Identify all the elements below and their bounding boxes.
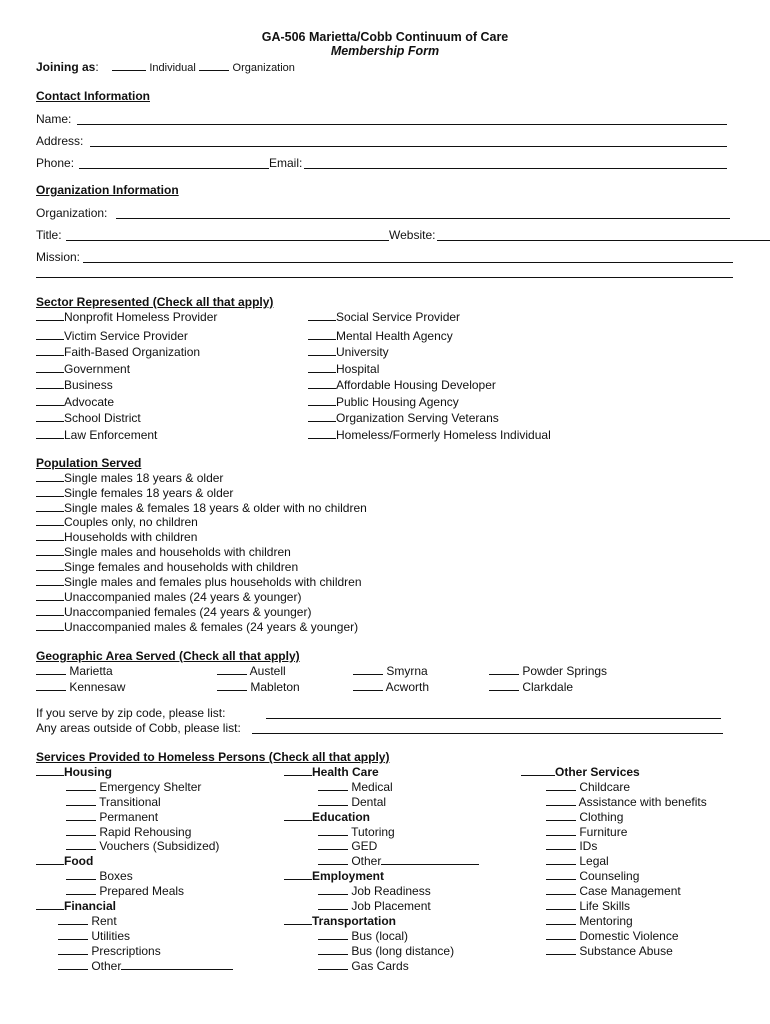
title-label: Title: — [36, 228, 62, 242]
geo-item[interactable]: Kennesaw — [36, 680, 125, 694]
service-item[interactable]: Gas Cards — [318, 959, 409, 973]
check-blank[interactable] — [308, 329, 336, 340]
check-blank[interactable] — [36, 310, 64, 321]
service-item[interactable]: Substance Abuse — [546, 944, 673, 958]
sector-item[interactable]: Organization Serving Veterans — [308, 411, 499, 425]
address-field[interactable] — [90, 146, 727, 147]
check-blank[interactable] — [58, 929, 88, 940]
joining-row — [36, 60, 295, 75]
check-blank[interactable] — [36, 345, 64, 356]
organization-blank[interactable] — [199, 60, 229, 71]
check-blank[interactable] — [36, 664, 66, 675]
check-blank[interactable] — [318, 854, 348, 865]
sector-item[interactable]: Victim Service Provider — [36, 329, 188, 343]
financial-category[interactable]: Financial — [36, 899, 116, 913]
check-blank[interactable] — [546, 944, 576, 955]
service-item[interactable]: Counseling — [546, 869, 639, 883]
check-blank[interactable] — [36, 560, 64, 571]
sector-item[interactable]: Affordable Housing Developer — [308, 378, 496, 392]
service-item[interactable]: Rent — [58, 914, 117, 928]
sector-item[interactable]: Government — [36, 362, 130, 376]
check-blank[interactable] — [58, 959, 88, 970]
check-blank[interactable] — [308, 395, 336, 406]
joining-colon: : — [95, 60, 99, 74]
check-blank[interactable] — [546, 839, 576, 850]
name-label: Name: — [36, 112, 72, 126]
service-item[interactable]: Other — [58, 959, 233, 973]
population-item[interactable]: Households with children — [36, 530, 197, 544]
check-blank[interactable] — [308, 378, 336, 389]
check-blank[interactable] — [36, 411, 64, 422]
service-item[interactable]: Bus (local) — [318, 929, 408, 943]
organization-field[interactable] — [116, 218, 730, 219]
check-blank[interactable] — [66, 825, 96, 836]
service-item[interactable]: GED — [318, 839, 377, 853]
geo-heading: Geographic Area Served (Check all that apply) — [36, 649, 300, 663]
joining-label: Joining as — [36, 60, 96, 74]
service-item[interactable]: Transitional — [66, 795, 161, 809]
food-category[interactable]: Food — [36, 854, 93, 868]
check-blank[interactable] — [66, 839, 96, 850]
service-item[interactable]: Life Skills — [546, 899, 630, 913]
check-blank[interactable] — [36, 515, 64, 526]
population-item[interactable]: Single females 18 years & older — [36, 486, 233, 500]
service-item[interactable]: Permanent — [66, 810, 158, 824]
phone-field[interactable] — [79, 168, 269, 169]
check-blank[interactable] — [36, 590, 64, 601]
check-blank[interactable] — [58, 944, 88, 955]
check-blank[interactable] — [36, 680, 66, 691]
service-item[interactable]: Utilities — [58, 929, 130, 943]
geo-item[interactable]: Clarkdale — [489, 680, 573, 694]
geo-item[interactable]: Powder Springs — [489, 664, 607, 678]
check-blank[interactable] — [36, 620, 64, 631]
population-item[interactable]: Unaccompanied females (24 years & younger) — [36, 605, 311, 619]
check-blank[interactable] — [217, 664, 247, 675]
education-other-field[interactable] — [381, 854, 479, 865]
check-blank[interactable] — [36, 575, 64, 586]
email-label: Email: — [269, 156, 303, 170]
outside-field[interactable] — [252, 733, 723, 734]
check-blank[interactable] — [284, 869, 312, 880]
education-category[interactable]: Education — [284, 810, 370, 824]
check-blank[interactable] — [36, 486, 64, 497]
check-blank[interactable] — [36, 854, 64, 865]
check-blank[interactable] — [308, 345, 336, 356]
service-item[interactable]: Childcare — [546, 780, 630, 794]
check-blank[interactable] — [546, 810, 576, 821]
service-item[interactable]: Other — [318, 854, 479, 868]
check-blank[interactable] — [489, 664, 519, 675]
check-blank[interactable] — [36, 362, 64, 373]
check-blank[interactable] — [66, 810, 96, 821]
check-blank[interactable] — [546, 795, 576, 806]
service-item[interactable]: Tutoring — [318, 825, 395, 839]
population-item[interactable]: Single males & females 18 years & older with no children — [36, 501, 367, 515]
sector-item[interactable]: Social Service Provider — [308, 310, 460, 324]
website-field[interactable] — [437, 240, 770, 241]
geo-item[interactable]: Smyrna — [353, 664, 428, 678]
check-blank[interactable] — [546, 884, 576, 895]
check-blank[interactable] — [308, 362, 336, 373]
sector-item[interactable]: Homeless/Formerly Homeless Individual — [308, 428, 551, 442]
check-blank[interactable] — [284, 765, 312, 776]
transportation-category[interactable]: Transportation — [284, 914, 396, 928]
geo-item[interactable]: Austell — [217, 664, 286, 678]
check-blank[interactable] — [546, 899, 576, 910]
outside-label: Any areas outside of Cobb, please list: — [36, 721, 241, 735]
check-blank[interactable] — [58, 914, 88, 925]
service-item[interactable]: Legal — [546, 854, 609, 868]
check-blank[interactable] — [318, 839, 348, 850]
phone-label: Phone: — [36, 156, 75, 170]
service-item[interactable]: Job Readiness — [318, 884, 431, 898]
check-blank[interactable] — [308, 411, 336, 422]
zip-label: If you serve by zip code, please list: — [36, 706, 226, 720]
check-blank[interactable] — [546, 780, 576, 791]
check-blank[interactable] — [318, 780, 348, 791]
housing-category[interactable]: Housing — [36, 765, 112, 779]
check-blank[interactable] — [318, 825, 348, 836]
financial-other-field[interactable] — [121, 959, 233, 970]
population-heading: Population Served — [36, 456, 142, 470]
check-blank[interactable] — [36, 395, 64, 406]
check-blank[interactable] — [36, 765, 64, 776]
services-heading: Services Provided to Homeless Persons (Check all that apply) — [36, 750, 390, 764]
population-item[interactable]: Unaccompanied males (24 years & younger) — [36, 590, 301, 604]
check-blank[interactable] — [66, 795, 96, 806]
check-blank[interactable] — [284, 914, 312, 925]
service-item[interactable]: Domestic Violence — [546, 929, 679, 943]
check-blank[interactable] — [36, 329, 64, 340]
other-services-category[interactable]: Other Services — [521, 765, 640, 779]
individual-blank[interactable] — [112, 60, 146, 71]
check-blank[interactable] — [36, 899, 64, 910]
service-item[interactable]: Prepared Meals — [66, 884, 184, 898]
check-blank[interactable] — [308, 428, 336, 439]
service-item[interactable]: Dental — [318, 795, 386, 809]
check-blank[interactable] — [318, 959, 348, 970]
population-item[interactable]: Singe females and households with children — [36, 560, 298, 574]
service-item[interactable]: Assistance with benefits — [546, 795, 707, 809]
sector-item[interactable]: Law Enforcement — [36, 428, 157, 442]
check-blank[interactable] — [36, 545, 64, 556]
check-blank[interactable] — [66, 780, 96, 791]
sector-item[interactable]: Mental Health Agency — [308, 329, 453, 343]
organization-label: Organization: — [36, 206, 108, 220]
service-item[interactable]: Furniture — [546, 825, 627, 839]
service-item[interactable]: Vouchers (Subsidized) — [66, 839, 219, 853]
check-blank[interactable] — [546, 854, 576, 865]
service-item[interactable]: Rapid Rehousing — [66, 825, 191, 839]
service-item[interactable]: Case Management — [546, 884, 681, 898]
title-field[interactable] — [66, 240, 389, 241]
name-field[interactable] — [77, 124, 727, 125]
check-blank[interactable] — [521, 765, 555, 776]
check-blank[interactable] — [36, 501, 64, 512]
check-blank[interactable] — [489, 680, 519, 691]
check-blank[interactable] — [66, 869, 96, 880]
health-category[interactable]: Health Care — [284, 765, 379, 779]
population-item[interactable]: Couples only, no children — [36, 515, 198, 529]
sector-item[interactable]: Public Housing Agency — [308, 395, 459, 409]
service-item[interactable]: Job Placement — [318, 899, 431, 913]
sector-item[interactable]: Business — [36, 378, 113, 392]
check-blank[interactable] — [546, 825, 576, 836]
contact-heading: Contact Information — [36, 89, 150, 103]
population-item[interactable]: Single males 18 years & older — [36, 471, 223, 485]
check-blank[interactable] — [36, 378, 64, 389]
check-blank[interactable] — [318, 795, 348, 806]
service-item[interactable]: Emergency Shelter — [66, 780, 201, 794]
mission-field[interactable] — [83, 262, 733, 263]
sector-item[interactable]: University — [308, 345, 389, 359]
service-item[interactable]: Prescriptions — [58, 944, 161, 958]
service-item[interactable]: Clothing — [546, 810, 623, 824]
website-label: Website: — [389, 228, 436, 242]
check-blank[interactable] — [353, 664, 383, 675]
sector-item[interactable]: Advocate — [36, 395, 114, 409]
mission-label: Mission: — [36, 250, 81, 264]
employment-category[interactable]: Employment — [284, 869, 384, 883]
population-item[interactable]: Single males and households with children — [36, 545, 291, 559]
check-blank[interactable] — [318, 944, 348, 955]
sector-heading: Sector Represented (Check all that apply) — [36, 295, 274, 309]
service-item[interactable]: Mentoring — [546, 914, 633, 928]
sector-item[interactable]: School District — [36, 411, 141, 425]
service-item[interactable]: Medical — [318, 780, 393, 794]
organization-option: Organization — [232, 62, 295, 74]
mission-field-line2[interactable] — [36, 277, 733, 278]
individual-option: Individual — [149, 62, 196, 74]
service-item[interactable]: Bus (long distance) — [318, 944, 454, 958]
service-item[interactable]: IDs — [546, 839, 597, 853]
zip-field[interactable] — [266, 718, 721, 719]
check-blank[interactable] — [308, 310, 336, 321]
check-blank[interactable] — [546, 869, 576, 880]
check-blank[interactable] — [36, 530, 64, 541]
form-title: GA-506 Marietta/Cobb Continuum of Care — [261, 30, 509, 44]
form-subtitle: Membership Form — [330, 44, 440, 58]
service-item[interactable]: Boxes — [66, 869, 133, 883]
sector-item[interactable]: Faith-Based Organization — [36, 345, 200, 359]
check-blank[interactable] — [36, 428, 64, 439]
check-blank[interactable] — [318, 929, 348, 940]
sector-item[interactable]: Hospital — [308, 362, 379, 376]
geo-item[interactable]: Acworth — [353, 680, 429, 694]
check-blank[interactable] — [217, 680, 247, 691]
check-blank[interactable] — [353, 680, 383, 691]
check-blank[interactable] — [36, 605, 64, 616]
check-blank[interactable] — [284, 810, 312, 821]
geo-item[interactable]: Marietta — [36, 664, 113, 678]
address-label: Address: — [36, 134, 84, 148]
check-blank[interactable] — [66, 884, 96, 895]
population-item[interactable]: Unaccompanied males & females (24 years & younger) — [36, 620, 358, 634]
check-blank[interactable] — [546, 914, 576, 925]
org-heading: Organization Information — [36, 183, 179, 197]
check-blank[interactable] — [318, 899, 348, 910]
population-item[interactable]: Single males and females plus households with children — [36, 575, 362, 589]
geo-item[interactable]: Mableton — [217, 680, 300, 694]
check-blank[interactable] — [318, 884, 348, 895]
email-field[interactable] — [304, 168, 727, 169]
check-blank[interactable] — [546, 929, 576, 940]
sector-item[interactable]: Nonprofit Homeless Provider — [36, 310, 217, 324]
check-blank[interactable] — [36, 471, 64, 482]
